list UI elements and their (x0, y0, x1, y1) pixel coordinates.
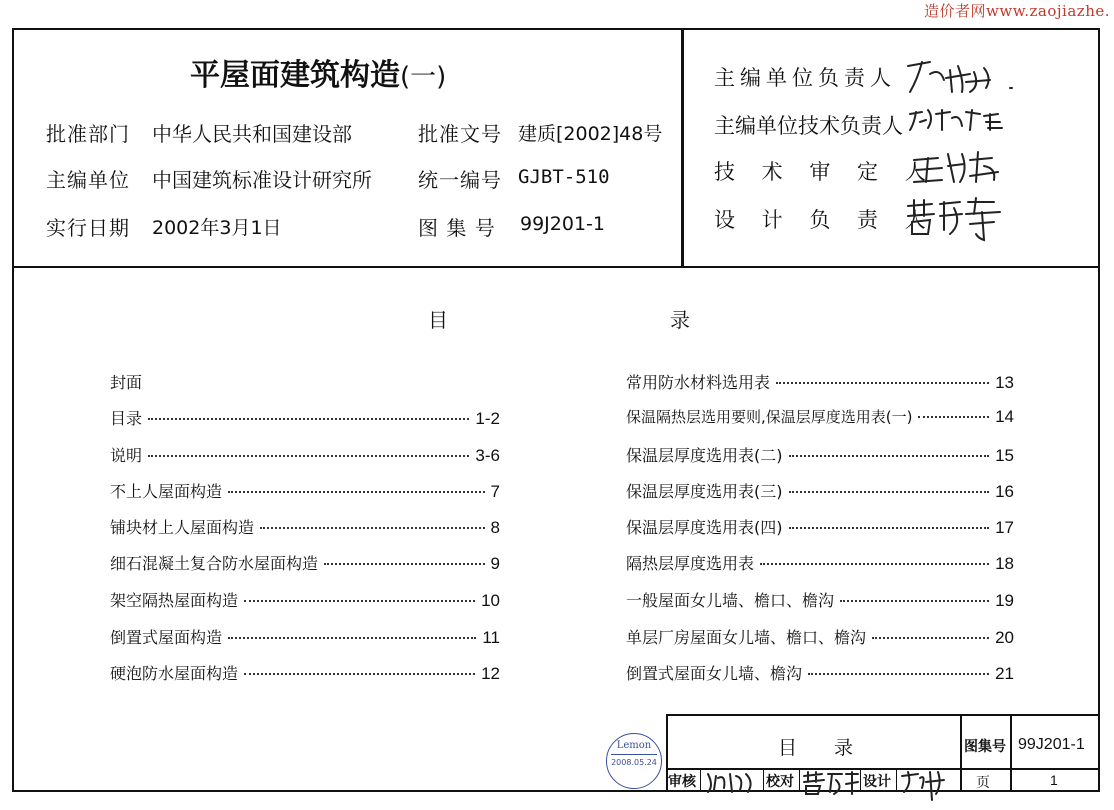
toc-item-title: 倒置式屋面构造 (110, 628, 223, 647)
toc-item[interactable] (626, 661, 1014, 683)
page-value: 1 (1050, 772, 1058, 788)
toc-item[interactable] (110, 588, 500, 610)
editor-unit-value: 中国建筑标准设计研究所 (152, 168, 372, 192)
chief-signature (900, 52, 1030, 96)
toc-item-title: 倒置式屋面女儿墙、檐沟 (626, 664, 803, 683)
toc-item-title: 常用防水材料选用表 (626, 373, 771, 392)
atlas-no-label: 图 集 号 (418, 216, 496, 240)
page-label: 页 (976, 775, 990, 791)
title-block-col2 (1010, 714, 1012, 792)
toc-leader (244, 600, 475, 602)
check-label: 校对 (766, 774, 794, 790)
approve-dept-label: 批准部门 (46, 122, 130, 146)
toc-item-title: 不上人屋面构造 (110, 482, 223, 501)
title-block-atlas-value: 99J201-1 (1018, 736, 1085, 753)
toc-item-page: 21 (995, 664, 1014, 683)
toc-item-title: 目录 (110, 409, 143, 428)
chief-label: 主编单位负责人 (714, 66, 896, 90)
watermark-text: 造价者网www.zaojiazhe. (924, 2, 1110, 20)
title-sub: (一) (400, 62, 447, 92)
title-block-sep-review (700, 768, 701, 792)
toc-leader (808, 673, 989, 675)
title-block-name-right: 录 (834, 737, 854, 759)
toc-item[interactable] (110, 406, 500, 428)
toc-item-page: 20 (995, 628, 1014, 647)
toc-item-page: 17 (995, 518, 1014, 537)
toc-leader (918, 416, 989, 418)
design-signature (898, 766, 958, 802)
toc-item-page: 13 (995, 373, 1014, 392)
toc-leader (789, 491, 990, 493)
toc-item-page: 9 (490, 554, 500, 573)
reviewer-label: 技 术 审 定 人 (714, 160, 936, 184)
toc-item-title: 保温层厚度选用表(四) (626, 518, 783, 537)
toc-item-page: 16 (995, 482, 1014, 501)
toc-item-title: 单层厂房屋面女儿墙、檐口、檐沟 (626, 628, 867, 647)
toc-item-title: 保温隔热层选用要则,保温层厚度选用表(一) (626, 408, 913, 426)
toc-item-page: 1-2 (475, 409, 500, 428)
review-signature (704, 768, 762, 796)
toc-item-page: 11 (482, 628, 500, 647)
toc-item[interactable] (626, 551, 1014, 573)
toc-item[interactable] (626, 370, 1014, 392)
title-block-sep-check (763, 768, 764, 792)
toc-item-title: 保温层厚度选用表(三) (626, 482, 783, 501)
atlas-no-value: 99J201-1 (520, 213, 605, 235)
toc-item[interactable] (110, 625, 500, 647)
toc-item-title: 封面 (110, 373, 143, 392)
toc-leader (228, 637, 476, 639)
toc-item[interactable] (110, 370, 500, 392)
toc-item[interactable] (110, 515, 500, 537)
toc-item[interactable] (110, 661, 500, 683)
toc-item[interactable] (626, 515, 1014, 537)
check-signature (800, 768, 860, 796)
title-block-col1 (960, 714, 962, 792)
toc-item[interactable] (110, 443, 500, 465)
toc-item-page: 7 (490, 482, 500, 501)
approve-doc-value: 建质[2002]48号 (518, 123, 663, 145)
toc-item[interactable] (110, 479, 500, 501)
stamp-divider (611, 754, 657, 755)
toc-leader (260, 527, 485, 529)
toc-leader (244, 673, 475, 675)
toc-item-page: 15 (995, 446, 1014, 465)
toc-heading-left: 目 (428, 308, 448, 332)
toc-item[interactable] (626, 625, 1014, 647)
approve-doc-label: 批准文号 (418, 122, 502, 146)
design-label: 设计 (863, 774, 891, 790)
toc-item-title: 隔热层厚度选用表 (626, 554, 755, 573)
impl-date-value: 2002年3月1日 (152, 217, 282, 239)
unified-no-value: GJBT-510 (518, 166, 610, 188)
title-block-top (666, 714, 1100, 716)
review-label: 审核 (668, 774, 696, 790)
unified-no-label: 统一编号 (418, 168, 502, 192)
title-block-name-left: 目 (778, 737, 798, 759)
toc-leader (789, 455, 990, 457)
title-block-atlas-label: 图集号 (964, 739, 1006, 755)
tech-chief-label: 主编单位技术负责人 (714, 114, 903, 138)
toc-leader (148, 455, 469, 457)
toc-item[interactable] (626, 443, 1014, 465)
toc-heading-right: 录 (670, 308, 690, 332)
title-block-sep-design2 (896, 768, 897, 792)
toc-leader (789, 527, 990, 529)
toc-item-page: 18 (995, 554, 1014, 573)
title-main: 平屋面建筑构造 (190, 58, 400, 93)
toc-leader (228, 491, 485, 493)
toc-leader (872, 637, 989, 639)
toc-item-page: 14 (995, 407, 1014, 426)
toc-item-title: 一般屋面女儿墙、檐口、檐沟 (626, 591, 835, 610)
stamp-date: 2008.05.24 (611, 758, 657, 767)
title-block-sep-design (860, 768, 861, 792)
toc-leader (148, 418, 469, 420)
approve-dept-value: 中华人民共和国建设部 (152, 122, 352, 146)
toc-leader (760, 563, 989, 565)
tech-chief-signature (906, 104, 1016, 138)
reviewer-signature (908, 146, 1018, 188)
toc-leader (776, 382, 989, 384)
toc-item[interactable] (626, 406, 1014, 428)
toc-leader (324, 563, 485, 565)
toc-item-page: 19 (995, 591, 1014, 610)
designer-label: 设 计 负 责 人 (714, 208, 936, 232)
stamp-name: Lemon (616, 740, 652, 751)
header-vertical-divider (681, 28, 684, 267)
toc-item[interactable] (110, 551, 500, 573)
toc-item[interactable] (626, 588, 1014, 610)
toc-item[interactable] (626, 479, 1014, 501)
toc-item-title: 铺块材上人屋面构造 (110, 518, 255, 537)
toc-item-title: 细石混凝土复合防水屋面构造 (110, 554, 319, 573)
editor-unit-label: 主编单位 (46, 168, 130, 192)
toc-item-title: 保温层厚度选用表(二) (626, 446, 783, 465)
impl-date-label: 实行日期 (46, 216, 130, 240)
header-divider (12, 266, 1100, 268)
toc-leader (840, 600, 989, 602)
toc-item-page: 12 (481, 664, 500, 683)
toc-item-page: 10 (481, 591, 500, 610)
page-title (190, 50, 446, 94)
toc-item-title: 硬泡防水屋面构造 (110, 664, 239, 683)
approval-stamp (606, 733, 662, 789)
toc-item-page: 3-6 (475, 446, 500, 465)
toc-item-title: 说明 (110, 446, 143, 465)
toc-item-title: 架空隔热屋面构造 (110, 591, 239, 610)
designer-signature (904, 194, 1014, 244)
toc-item-page: 8 (490, 518, 500, 537)
